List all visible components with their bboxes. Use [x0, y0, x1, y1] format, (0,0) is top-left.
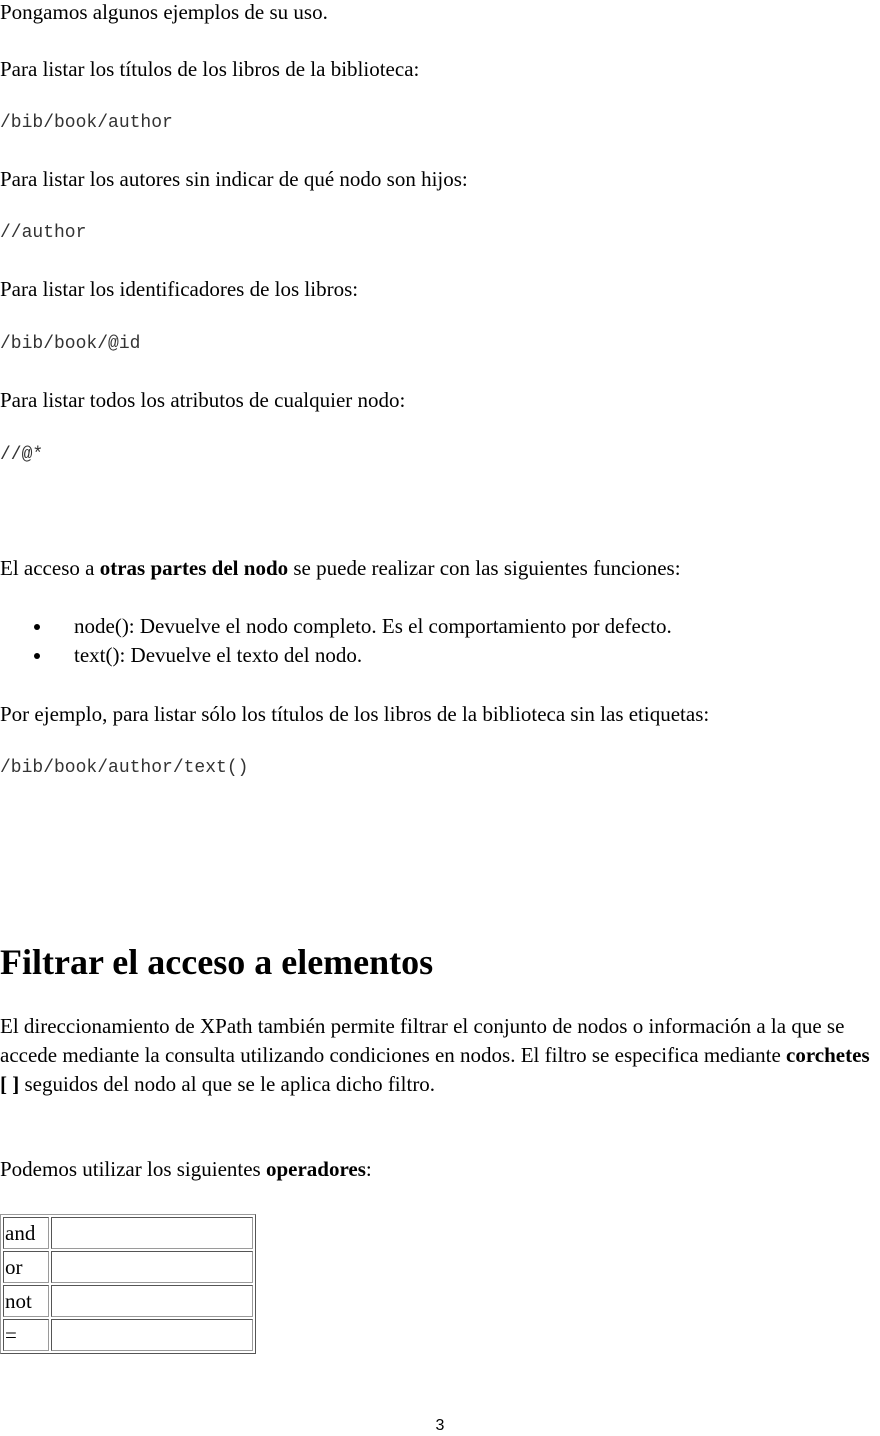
- example-3-text: Para listar los identificadores de los libros:: [0, 277, 359, 301]
- operator-cell: =: [3, 1319, 49, 1351]
- table-row: [3, 1251, 253, 1283]
- section-paragraph: El direccionamiento de XPath también permite filtrar el conjunto de nodos o información a la que se accede mediante la consulta utilizando condiciones en nodos. El filtro se especifica mediante corchetes [ ] seguidos del nodo al que se le aplica dicho filtro.: [0, 1014, 870, 1096]
- page-number: 3: [435, 1417, 445, 1434]
- operator-cell: not: [3, 1285, 49, 1317]
- bullet-icon: [34, 653, 40, 659]
- description-cell: [51, 1285, 253, 1317]
- example-4-text: Para listar todos los atributos de cualquier nodo:: [0, 388, 406, 412]
- operators-lead: Podemos utilizar los siguientes operadores:: [0, 1157, 372, 1181]
- table-row: [3, 1217, 253, 1249]
- example-2-code: //author: [0, 223, 87, 243]
- example-4-code: //@*: [0, 445, 44, 465]
- table-row: [3, 1319, 253, 1351]
- example-2-text: Para listar los autores sin indicar de qué nodo son hijos:: [0, 167, 468, 191]
- bullet-icon: [34, 624, 40, 630]
- intro-text: Pongamos algunos ejemplos de su uso.: [0, 0, 328, 24]
- functions-example-text: Por ejemplo, para listar sólo los títulos de los libros de la biblioteca sin las etiquetas:: [0, 702, 710, 726]
- functions-example-code: /bib/book/author/text(): [0, 758, 249, 778]
- example-1-code: /bib/book/author: [0, 113, 173, 133]
- table-row: [3, 1285, 253, 1317]
- description-cell: [51, 1217, 253, 1249]
- list-item-text: text(): Devuelve el texto del nodo.: [74, 643, 363, 667]
- operator-cell: and: [3, 1217, 49, 1249]
- list-item: [0, 643, 880, 667]
- list-item: [0, 614, 880, 638]
- description-cell: [51, 1319, 253, 1351]
- list-item-text: node(): Devuelve el nodo completo. Es el comportamiento por defecto.: [74, 614, 672, 638]
- description-cell: [51, 1251, 253, 1283]
- section-heading: Filtrar el acceso a elementos: [0, 942, 434, 982]
- operators-table: [0, 1214, 256, 1354]
- example-1-text: Para listar los títulos de los libros de la biblioteca:: [0, 57, 420, 81]
- functions-lead: El acceso a otras partes del nodo se puede realizar con las siguientes funciones:: [0, 556, 681, 580]
- example-3-code: /bib/book/@id: [0, 334, 141, 354]
- operator-cell: or: [3, 1251, 49, 1283]
